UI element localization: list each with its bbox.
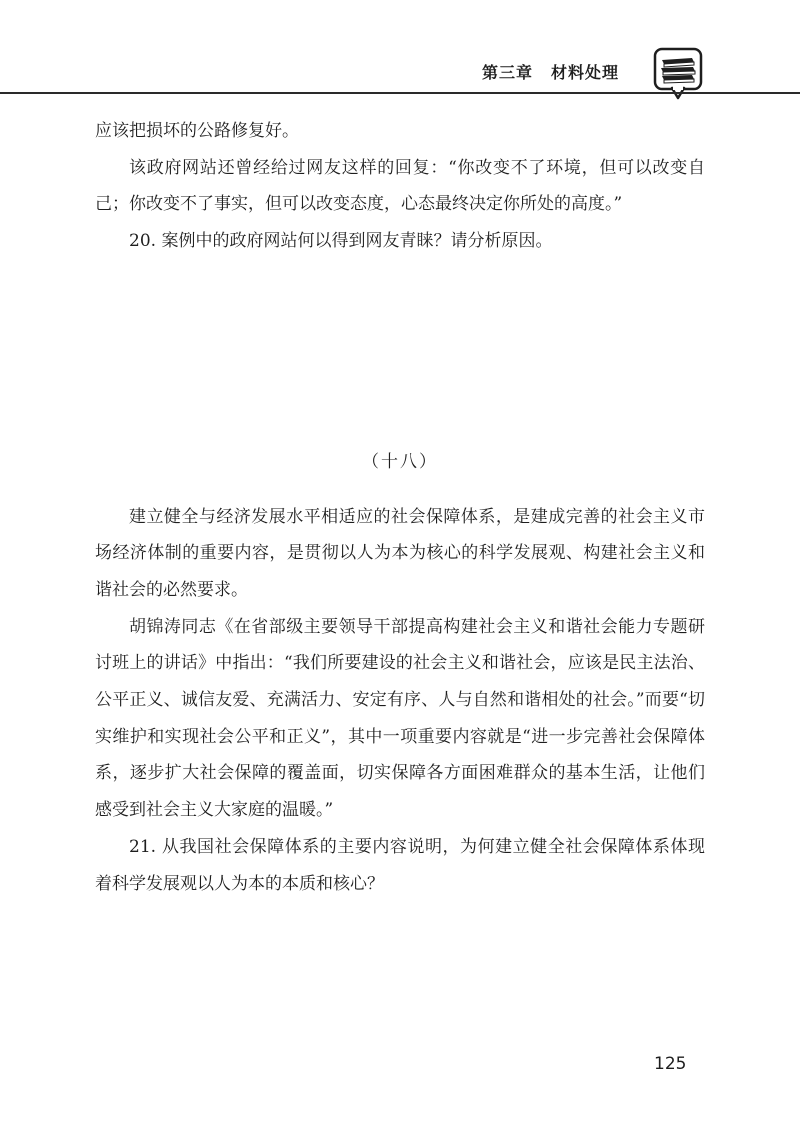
chapter-number: 第三章 [482, 63, 534, 82]
page-body [95, 113, 705, 902]
paragraph-social-security: 建立健全与经济发展水平相适应的社会保障体系，是建成完善的社会主义市场经济体制的重要内容，是贯彻以人为本为核心的科学发展观、构建社会主义和谐社会的必然要求。 [95, 506, 705, 600]
paragraph-continuation: 应该把损坏的公路修复好。 [95, 121, 299, 141]
header-rule [0, 92, 800, 94]
paragraph-website-reply: 该政府网站还曾经给过网友这样的回复：“你改变不了环境，但可以改变自己；你改变不了事实，但可以改变态度，心态最终决定你所处的高度。” [95, 157, 705, 215]
question-20: 20. 案例中的政府网站何以得到网友青睐？请分析原因。 [129, 231, 553, 252]
page-header [0, 0, 800, 100]
page-number: 125 [654, 1054, 687, 1074]
chapter-title: 材料处理 [551, 63, 620, 82]
paragraph-speech-quote: 胡锦涛同志《在省部级主要领导干部提高构建社会主义和谐社会能力专题研讨班上的讲话》中指出：“我们所要建设的社会主义和谐社会，应该是民主法治、公平正义、诚信友爱、充满活力、安定有序、人与自然和谐相处的社会。”而要“切实维护和实现社会公平和正义”，其中一项重要内容就是“进一步完善社会保障体系，逐步扩大社会保障的覆盖面，切实保障各方面困难群众的基本生活，让他们感受到社会主义大家庭的温暖。” [95, 616, 705, 821]
question-21: 21. 从我国社会保障体系的主要内容说明，为何建立健全社会保障体系体现着科学发展观以人为本的本质和核心？ [95, 836, 705, 894]
chapter-heading [482, 60, 619, 83]
section-number: （十八） [362, 451, 438, 472]
